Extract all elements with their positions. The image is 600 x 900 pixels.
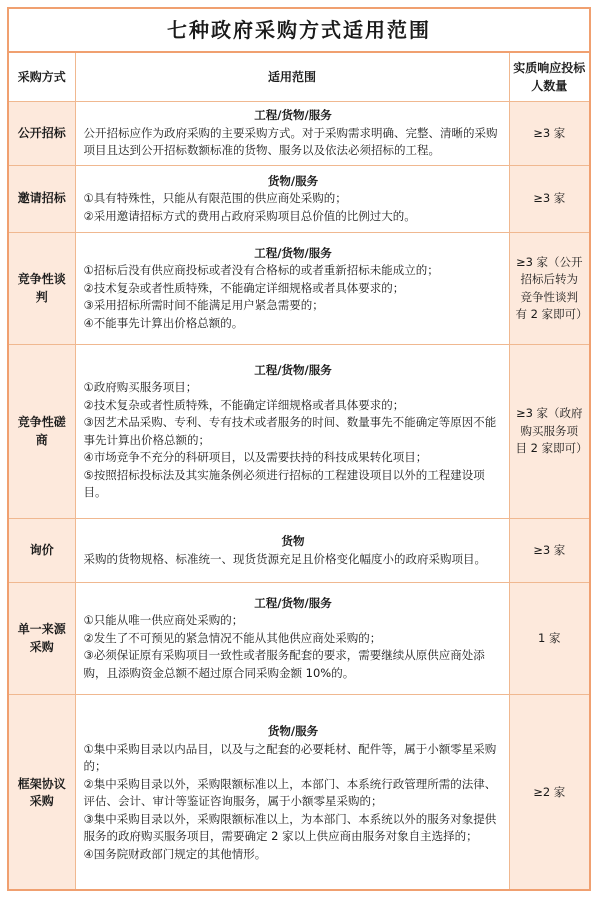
scope-item: ⑤按照招标投标法及其实施条例必须进行招标的工程建设项目以外的工程建设项目。 xyxy=(83,467,485,499)
category-label: 工程/货物/服务 xyxy=(254,245,332,260)
method-cell: 邀请招标 xyxy=(9,166,75,233)
scope-item: ④国务院财政部门规定的其他情形。 xyxy=(83,846,267,861)
count-cell: ≥2 家 xyxy=(509,695,589,892)
scope-item: ②采用邀请招标方式的费用占政府采购项目总价值的比例过大的。 xyxy=(83,208,416,223)
category-label: 工程/货物/服务 xyxy=(254,108,332,123)
method-cell: 单一来源采购 xyxy=(9,583,75,695)
procurement-table xyxy=(9,53,589,891)
scope-item: ②集中采购目录以外，采购限额标准以上，本部门、本系统行政管理所需的法律、评估、会计、审计等鉴证咨询服务，属于小额零星采购的； xyxy=(83,776,497,808)
method-cell: 框架协议采购 xyxy=(9,695,75,892)
count-cell: ≥3 家（公开招标后转为竞争性谈判有 2 家即可） xyxy=(509,233,589,345)
table-row xyxy=(9,583,589,695)
header-scope: 适用范围 xyxy=(75,53,509,102)
table-row xyxy=(9,102,589,166)
method-cell: 公开招标 xyxy=(9,102,75,166)
table-row xyxy=(9,519,589,583)
table-row xyxy=(9,233,589,345)
table-row xyxy=(9,345,589,519)
header-count: 实质响应投标人数量 xyxy=(509,53,589,102)
category-label: 货物 xyxy=(281,534,305,548)
scope-item: ①集中采购目录以内品目，以及与之配套的必要耗材、配件等，属于小额零星采购的； xyxy=(83,741,497,773)
scope-cell xyxy=(75,233,509,345)
scope-cell xyxy=(75,583,509,695)
scope-cell xyxy=(75,102,509,166)
scope-item: ③集中采购目录以外，采购限额标准以上，为本部门、本系统以外的服务对象提供服务的政府购买服务项目，需要确定 2 家以上供应商由服务对象自主选择的； xyxy=(83,811,497,843)
scope-item: ①具有特殊性，只能从有限范围的供应商处采购的； xyxy=(83,191,347,206)
scope-item: ②发生了不可预见的紧急情况不能从其他供应商处采购的； xyxy=(83,630,382,645)
header-row xyxy=(9,53,589,102)
scope-item: ②技术复杂或者性质特殊，不能确定详细规格或者具体要求的； xyxy=(83,280,405,295)
scope-item: 公开招标应作为政府采购的主要采购方式。对于采购需求明确、完整、清晰的采购项目且达到公开招标数额标准的货物、服务以及依法必须招标的工程。 xyxy=(83,125,498,158)
count-cell: ≥3 家 xyxy=(509,519,589,583)
count-cell: ≥3 家（政府购买服务项目 2 家即可） xyxy=(509,345,589,519)
scope-cell xyxy=(75,695,509,892)
scope-item: ①政府购买服务项目； xyxy=(83,380,198,394)
category-label: 货物/服务 xyxy=(267,173,319,188)
scope-cell xyxy=(75,166,509,233)
header-method: 采购方式 xyxy=(9,53,75,102)
scope-item: ③必须保证原有采购项目一致性或者服务配套的要求，需要继续从原供应商处添购，且添购资金总额不超过原合同采购金额 10%的。 xyxy=(83,648,485,680)
category-label: 工程/货物/服务 xyxy=(254,595,332,610)
scope-item: ③因艺术品采购、专利、专有技术或者服务的时间、数量事先不能确定等原因不能事先计算出价格总额的； xyxy=(83,415,497,447)
count-cell: ≥3 家 xyxy=(509,102,589,166)
count-cell: ≥3 家 xyxy=(509,166,589,233)
scope-item: ④市场竞争不充分的科研项目，以及需要扶持的科技成果转化项目； xyxy=(83,450,428,464)
count-cell: 1 家 xyxy=(509,583,589,695)
category-label: 工程/货物/服务 xyxy=(254,362,332,377)
scope-cell xyxy=(75,345,509,519)
category-label: 货物/服务 xyxy=(267,724,319,738)
scope-item: ①招标后没有供应商投标或者没有合格标的或者重新招标未能成立的； xyxy=(83,263,439,278)
scope-item: ①只能从唯一供应商处采购的； xyxy=(83,613,244,628)
scope-cell xyxy=(75,519,509,583)
method-cell: 询价 xyxy=(9,519,75,583)
scope-item: 采购的货物规格、标准统一、现货货源充足且价格变化幅度小的政府采购项目。 xyxy=(83,551,486,566)
scope-item: ④不能事先计算出价格总额的。 xyxy=(83,315,244,330)
scope-item: ③采用招标所需时间不能满足用户紧急需要的； xyxy=(83,298,324,313)
document-frame xyxy=(7,7,591,891)
table-row xyxy=(9,166,589,233)
table-row xyxy=(9,695,589,892)
document-title: 七种政府采购方式适用范围 xyxy=(9,9,589,53)
scope-item: ②技术复杂或者性质特殊，不能确定详细规格或者具体要求的； xyxy=(83,397,405,412)
method-cell: 竞争性磋商 xyxy=(9,345,75,519)
method-cell: 竞争性谈判 xyxy=(9,233,75,345)
